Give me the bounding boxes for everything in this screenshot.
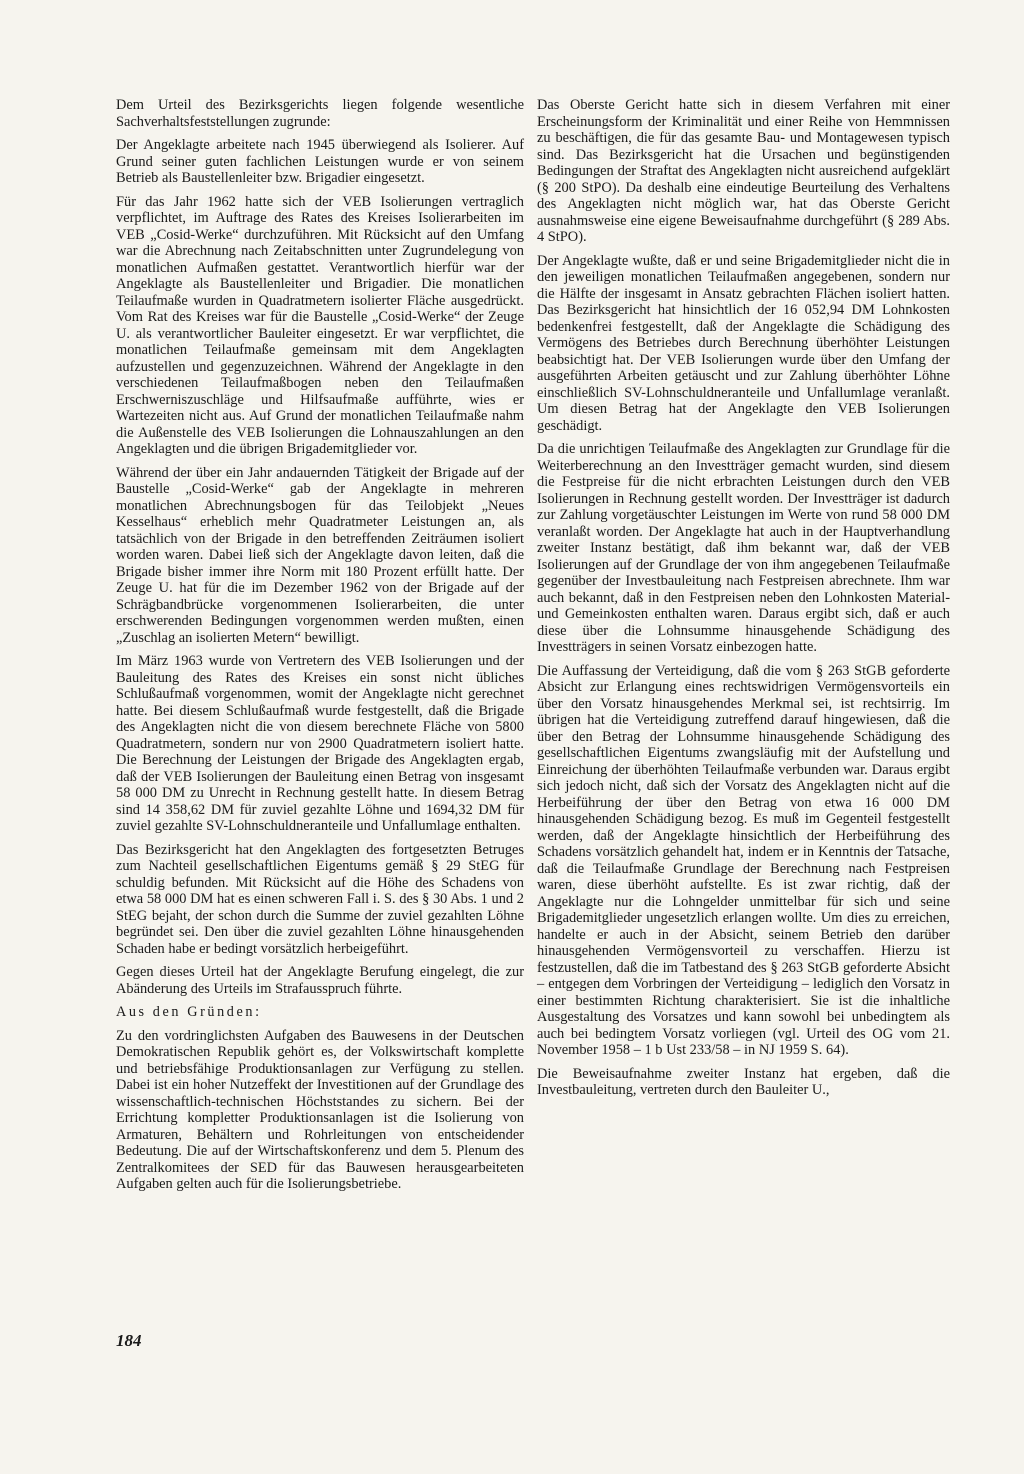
paragraph: Gegen dieses Urteil hat der Angeklagte Berufung eingelegt, die zur Abänderung des Urteils im Strafausspruch führte. [116,964,524,997]
paragraph: Der Angeklagte wußte, daß er und seine Brigademitglieder nicht die in den jeweiligen monatlichen Teilaufmaßen angegebenen, sondern nur die Hälfte der insgesamt in Ansatz gebrachten Flächen isoliert hatten. Das Bezirksgericht hat hinsichtlich der 16 052,94 DM Lohnkosten bedenkenfrei festgestellt, daß der Angeklagte die Schädigung des Vermögens des Betriebes durch Berechnung überhöhter Leistungen beabsichtigt hat. Der VEB Isolierungen wurde über den Umfang der ausgeführten Arbeiten getäuscht und zur Zahlung überhöhter Löhne einschließlich SV-Lohnschuldneranteile und Unfallumlage veranlaßt. Um diesen Betrag hat der Angeklagte den VEB Isolierungen geschädigt. [537,252,950,434]
right-column [537,97,950,1106]
paragraph: Der Angeklagte arbeitete nach 1945 überwiegend als Isolierer. Auf Grund seiner guten fachlichen Leistungen wurde er von seinem Betrieb als Baustellenleiter bzw. Brigadier eingesetzt. [116,137,524,186]
paragraph: Während der über ein Jahr andauernden Tätigkeit der Brigade auf der Baustelle „Cosid-Werke“ gab der Angeklagte in mehreren monatlichen Abrechnungsbogen für das Teilobjekt „Neues Kesselhaus“ erheblich mehr Quadratmeter Leistungen an, als tatsächlich von der Brigade in den betreffenden Zeiträumen isoliert worden waren. Dabei ließ sich der Angeklagte davon leiten, daß die Brigade bisher immer ihre Norm mit 180 Prozent erfüllt hatte. Der Zeuge U. hat für die im Dezember 1962 von der Brigade auf der Schrägbandbrücke vorgenommenen Isolierarbeiten, die unter erschwerenden Bedingungen vorgenommen werden mußten, einen „Zuschlag an isolierten Metern“ bewilligt. [116,464,524,646]
left-column [116,97,524,1200]
section-heading: Aus den Gründen: [116,1004,262,1020]
paragraph: Das Bezirksgericht hat den Angeklagten des fortgesetzten Betruges zum Nachteil gesellschaftlichen Eigentums gemäß § 29 StEG für schuldig befunden. Mit Rücksicht auf die Höhe des Schadens von etwa 58 000 DM hat es einen schweren Fall i. S. des § 30 Abs. 1 und 2 StEG bejaht, der schon durch die Summe der zuviel gezahlten Löhne begründet sei. Den über die zuviel gezahlten Löhne hinausgehenden Schaden habe er bedingt vorsätzlich herbeigeführt. [116,841,524,957]
paragraph: Die Auffassung der Verteidigung, daß die vom § 263 StGB geforderte Absicht zur Erlangung eines rechtswidrigen Vermögensvorteils ein über den Vorsatz hinausgehendes Merkmal sei, ist rechtsirrig. Im übrigen hat die Verteidigung zutreffend darauf hingewiesen, daß die über den Betrag der Lohnsumme hinausgehende Schädigung des gesellschaftlichen Eigentums zwangsläufig mit der Aufstellung und Einreichung der überhöhten Teilaufmaße verbunden war. Daraus ergibt sich jedoch nicht, daß sich der Vorsatz des Angeklagten nicht auf die Herbeiführung der über den Betrag von etwa 16 000 DM hinausgehenden Schädigung bezog. Es muß im Gegenteil festgestellt werden, daß der Angeklagte hinsichtlich der Herbeiführung des Schadens vorsätzlich gehandelt hat, indem er in Kenntnis der Tatsache, daß die Teilaufmaße Grundlage der Berechnung nach Festpreisen waren, diese überhöht aufstellte. Es ist zwar richtig, daß der Angeklagte nur die Lohngelder unmittelbar für sich und seine Brigademitglieder ungesetzlich erlangen wollte. Um dies zu erreichen, handelte er auch in der Absicht, seinem Betrieb den darüber hinausgehenden Vermögensvorteil zu verschaffen. Hierzu ist festzustellen, daß die im Tatbestand des § 263 StGB geforderte Absicht – entgegen dem Vorbringen der Verteidigung – lediglich den Vorsatz in einer bestimmten Richtung charakterisiert. Sie ist die inhaltliche Ausgestaltung des Vorsatzes und kann sowohl bei unbedingtem als auch bei bedingtem Vorsatz vorliegen (vgl. Urteil des OG vom 21. November 1958 – 1 b Ust 233/58 – in NJ 1959 S. 64). [537,662,950,1058]
paragraph: Das Oberste Gericht hatte sich in diesem Verfahren mit einer Erscheinungsform der Kriminalität und einer Reihe von Hemmnissen zu beschäftigen, die für das gesamte Bau- und Montagewesen typisch sind. Das Bezirksgericht hat die Ursachen und begünstigenden Bedingungen der Straftat des Angeklagten nicht ausreichend aufgeklärt (§ 200 StPO). Da deshalb eine eindeutige Beurteilung des Verhaltens des Angeklagten nicht möglich war, hat das Oberste Gericht ausnahmsweise eine eigene Beweisaufnahme durchgeführt (§ 289 Abs. 4 StPO). [537,97,950,245]
paragraph: Da die unrichtigen Teilaufmaße des Angeklagten zur Grundlage für die Weiterberechnung an den Investträger gemacht wurden, sind diesem die Festpreise für die nicht erbrachten Leistungen durch den VEB Isolierungen in Rechnung gestellt worden. Der Investträger ist dadurch zur Zahlung vorgetäuschter Leistungen im Werte von rund 58 000 DM veranlaßt worden. Der Angeklagte hat auch in der Hauptverhandlung zweiter Instanz bestätigt, daß ihm bekannt war, daß der VEB Isolierungen auf der Grundlage der von ihm angegebenen Teilaufmaße gegenüber der Investbauleitung nach Festpreisen abrechnete. Ihm war auch bekannt, daß in den Festpreisen neben den Lohnkosten Material- und Gemeinkosten enthalten waren. Daraus ergibt sich, daß er auch diese über die Lohnsumme hinausgehende Schädigung des Investträgers in seinen Vorsatz einbezogen hatte. [537,441,950,655]
paragraph: Im März 1963 wurde von Vertretern des VEB Isolierungen und der Bauleitung des Rates des Kreises ein sonst nicht übliches Schlußaufmaß vorgenommen, womit der Angeklagte nicht gerechnet hatte. Bei diesem Schlußaufmaß wurde festgestellt, daß die Brigade des Angeklagten nicht die von diesem berechnete Fläche von 5800 Quadratmetern, sondern nur von 2900 Quadratmetern isoliert hatte. Die Berechnung der Leistungen der Brigade des Angeklagten ergab, daß der VEB Isolierungen der Bauleitung einen Betrag von insgesamt 58 000 DM zu Unrecht in Rechnung gestellt hatte. In diesem Betrag sind 14 358,62 DM für zuviel gezahlte Löhne und 1694,32 DM für zuviel gezahlte SV-Lohnschuldneranteile und Unfallumlage enthalten. [116,653,524,834]
page-number: 184 [116,1331,142,1350]
paragraph: Die Beweisaufnahme zweiter Instanz hat ergeben, daß die Investbauleitung, vertreten durch den Bauleiter U., [537,1065,950,1098]
paragraph: Zu den vordringlichsten Aufgaben des Bauwesens in der Deutschen Demokratischen Republik gehört es, der Volkswirtschaft komplette und betriebsfähige Produktionsanlagen zur Verfügung zu stellen. Dabei ist ein hoher Nutzeffekt der Investitionen auf der Grundlage des wissenschaftlich-technischen Höchststandes zu sichern. Bei der Errichtung kompletter Produktionsanlagen ist die Isolierung von Armaturen, Behältern und Rohrleitungen von entscheidender Bedeutung. Die auf der Wirtschaftskonferenz und dem 5. Plenum des Zentralkomitees der SED für das Bauwesen herausgearbeiteten Aufgaben gelten auch für die Isolierungsbetriebe. [116,1027,524,1192]
paragraph: Dem Urteil des Bezirksgerichts liegen folgende wesentliche Sachverhaltsfeststellungen zugrunde: [116,97,524,130]
paragraph: Für das Jahr 1962 hatte sich der VEB Isolierungen vertraglich verpflichtet, im Auftrage des Rates des Kreises Isolierarbeiten im VEB „Cosid-Werke“ durchzuführen. Mit Rücksicht auf den Umfang war die Abrechnung nach Zeitabschnitten unter Zugrundelegung von monatlichen Aufmaßen gestattet. Verantwortlich hierfür war der Angeklagte als Baustellenleiter und Brigadier. Die monatlichen Teilaufmaße wurden in Quadratmetern isolierter Fläche ausgedrückt. Vom Rat des Kreises war für die Baustelle „Cosid-Werke“ der Zeuge U. als verantwortlicher Bauleiter eingesetzt. Er war verpflichtet, die monatlichen Teilaufmaße gemeinsam mit dem Angeklagten aufzustellen und gegenzuzeichnen. Während der Angeklagte in den verschiedenen Teilaufmaßbogen neben den Teilaufmaßen Erschwerniszuschläge und Hilfsaufmaße aufführte, wies er Wartezeiten nicht aus. Auf Grund der monatlichen Teilaufmaße nahm die Außenstelle des VEB Isolierungen die Lohnauszahlungen an den Angeklagten und die übrigen Brigademitglieder vor. [116,193,524,457]
